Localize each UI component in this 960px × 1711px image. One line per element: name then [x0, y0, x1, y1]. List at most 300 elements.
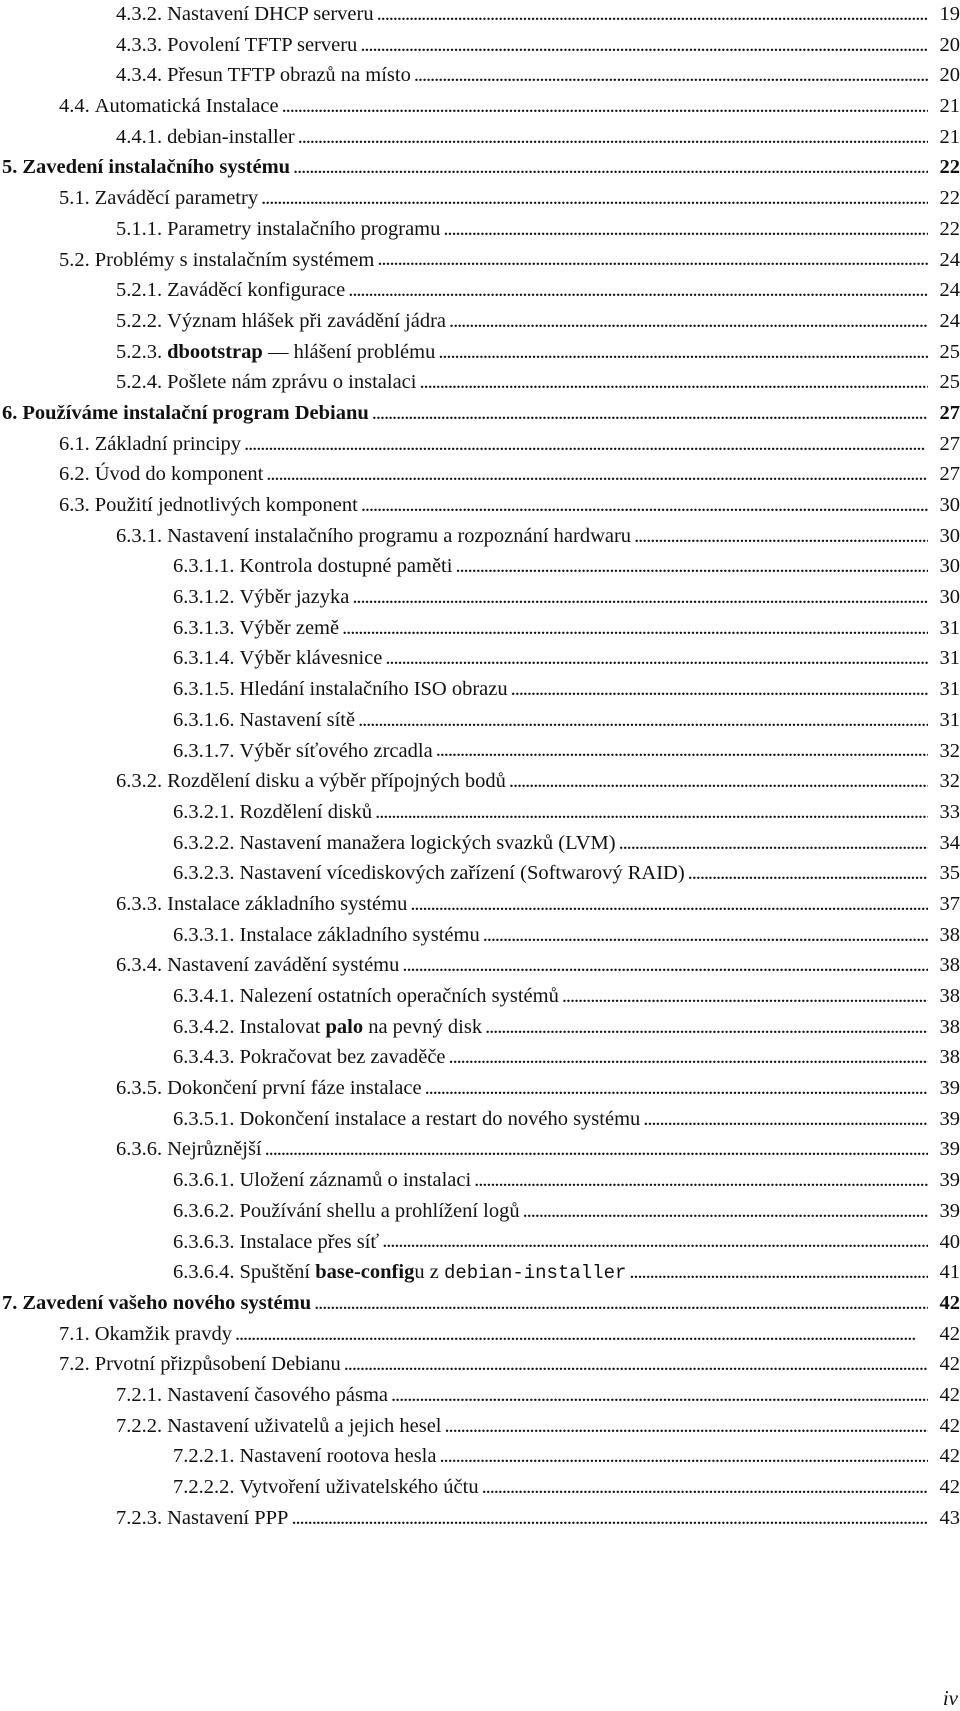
toc-entry-number: 5.2.2. — [116, 309, 163, 332]
toc-entry-page: 24 — [939, 248, 960, 271]
toc-entry-page: 30 — [939, 494, 960, 516]
toc-entry-number: 5.2.1. — [116, 279, 163, 302]
toc-entry-title-text: Instalace základního systému — [167, 892, 408, 915]
toc-entry-number: 5.1. — [59, 187, 90, 210]
toc-entry-title-prefix: Spuštění — [239, 1261, 316, 1284]
toc-entry-page: 33 — [939, 800, 960, 823]
dot-leader — [438, 337, 928, 368]
toc-entry-number: 6.3.2.3. — [173, 862, 235, 885]
toc-entry-title — [240, 1441, 437, 1472]
dot-leader — [523, 1196, 928, 1227]
toc-entry-title-text: Instalace přes síť — [239, 1230, 380, 1253]
toc-entry[interactable] — [0, 920, 960, 951]
toc-entry-title-text: Nejrůznější — [167, 1138, 262, 1161]
toc-entry[interactable] — [0, 1012, 960, 1043]
dot-leader — [444, 1411, 928, 1442]
dot-leader — [485, 1012, 928, 1043]
toc-entry[interactable] — [0, 1503, 960, 1534]
toc-entry-page: 27 — [939, 401, 960, 424]
toc-entry-number: 6.3.6.1. — [173, 1169, 235, 1192]
toc-entry-number: 6.3.1.2. — [173, 586, 235, 609]
toc-entry-title-text: Výběr klávesnice — [239, 647, 383, 670]
toc-entry-page: 38 — [939, 923, 960, 946]
toc-entry-title — [240, 981, 559, 1012]
toc-entry[interactable] — [0, 828, 960, 859]
dot-leader — [298, 122, 928, 153]
dot-leader — [562, 981, 928, 1012]
toc-entry[interactable] — [0, 245, 960, 276]
dot-leader — [449, 1042, 928, 1073]
toc-entry[interactable] — [0, 613, 960, 644]
toc-entry-number: 6.3.1.6. — [173, 708, 235, 731]
toc-entry[interactable] — [0, 459, 960, 490]
toc-entry-page: 39 — [939, 1138, 960, 1161]
toc-entry-title — [240, 1196, 520, 1227]
toc-entry-number: 5.2.4. — [116, 371, 163, 394]
toc-entry-title-text: — hlášení problému — [262, 340, 436, 363]
toc-entry-number: 6.3.1.5. — [173, 678, 235, 701]
toc-entry-title — [95, 183, 258, 214]
dot-leader — [244, 429, 928, 460]
toc-entry-title — [95, 429, 241, 460]
toc-entry-number: 6.3.1. — [116, 524, 163, 547]
toc-entry-number: 6.3.5.1. — [173, 1107, 235, 1130]
toc-entry-title-text: Parametry instalačního programu — [167, 217, 441, 240]
toc-entry-title-text: Rozdělení disků — [239, 800, 373, 823]
toc-entry-title-command: base-config — [315, 1261, 415, 1284]
dot-leader — [377, 245, 928, 276]
toc-entry-number: 6.3.3. — [116, 892, 163, 915]
toc-entry-title — [167, 367, 416, 398]
toc-entry-page: 19 — [939, 3, 960, 25]
toc-entry-title-text: Uložení záznamů o instalaci — [239, 1169, 472, 1192]
toc-entry[interactable] — [0, 306, 960, 337]
toc-entry-title — [240, 1012, 483, 1043]
toc-entry-title — [240, 705, 356, 736]
dot-leader — [377, 0, 928, 30]
toc-entry[interactable] — [0, 152, 960, 183]
toc-entry-title-text: Okamžik pravdy — [94, 1322, 232, 1345]
toc-entry-title-text: Hledání instalačního ISO obrazu — [239, 678, 508, 701]
toc-entry-title-text: Význam hlášek při zavádění jádra — [167, 309, 447, 332]
toc-entry-title-text: Výběr jazyka — [239, 586, 350, 609]
toc-entry-page: 40 — [939, 1230, 960, 1253]
toc-entry-title-code: debian-installer — [443, 1262, 627, 1285]
dot-leader — [266, 459, 928, 490]
dot-leader — [361, 490, 928, 521]
toc-entry-page: 31 — [939, 678, 960, 701]
toc-entry-title-text: Výběr země — [239, 616, 340, 639]
dot-leader — [425, 1073, 928, 1104]
dot-leader — [634, 521, 928, 552]
dot-leader — [352, 582, 928, 613]
dot-leader — [474, 1165, 928, 1196]
toc-entry-title-text: debian-installer — [167, 125, 295, 148]
toc-entry-title — [240, 828, 616, 859]
toc-entry-number: 6.1. — [59, 432, 90, 455]
toc-entry-page: 22 — [939, 217, 960, 240]
toc-entry[interactable] — [0, 1288, 960, 1319]
toc-entry-page: 38 — [939, 1015, 960, 1038]
toc-entry-title — [95, 490, 358, 521]
toc-entry-page: 35 — [939, 862, 960, 885]
toc-entry[interactable] — [0, 858, 960, 889]
toc-entry[interactable] — [0, 1196, 960, 1227]
toc-entry-page: 38 — [939, 954, 960, 977]
toc-entry-page: 38 — [939, 1046, 960, 1069]
toc-entry-page: 38 — [939, 985, 960, 1007]
toc-entry-number: 7.2.2.1. — [173, 1445, 235, 1468]
toc-entry[interactable] — [0, 183, 960, 214]
toc-entry[interactable] — [0, 337, 960, 368]
toc-entry-page: 27 — [939, 432, 960, 455]
toc-entry-title — [240, 613, 340, 644]
toc-entry-number: 7.2.3. — [116, 1506, 163, 1529]
toc-entry-page: 30 — [939, 524, 960, 547]
toc-entry-number: 6.2. — [59, 463, 90, 486]
toc-entry[interactable] — [0, 582, 960, 613]
toc-entry-title-text: Nastavení časového pásma — [167, 1383, 388, 1406]
toc-entry-page: 25 — [939, 371, 960, 394]
toc-entry[interactable] — [0, 981, 960, 1012]
toc-entry-number: 4.3.4. — [116, 64, 163, 87]
toc-entry-number: 6.3. — [59, 494, 90, 516]
toc-entry-title — [167, 1073, 421, 1104]
dot-leader — [482, 1472, 928, 1503]
toc-entry-title-text: Používání shellu a prohlížení logů — [239, 1199, 520, 1222]
toc-entry[interactable] — [0, 1073, 960, 1104]
toc-entry-page: 42 — [939, 1353, 960, 1376]
toc-entry-number: 7.1. — [59, 1322, 90, 1345]
toc-entry[interactable] — [0, 1472, 960, 1503]
dot-leader — [643, 1104, 928, 1135]
toc-entry-title-text: u z — [414, 1261, 444, 1284]
toc-entry-title-text: na pevný disk — [363, 1015, 483, 1038]
toc-entry[interactable] — [0, 1227, 960, 1258]
toc-entry-number: 6.3.4.3. — [173, 1046, 235, 1069]
toc-entry-title — [167, 950, 399, 981]
toc-entry-page: 31 — [939, 616, 960, 639]
toc-entry[interactable] — [0, 91, 960, 122]
toc-entry-title — [240, 1227, 380, 1258]
toc-entry-page: 42 — [939, 1476, 960, 1498]
toc-entry-title — [167, 1411, 441, 1442]
toc-entry[interactable] — [0, 367, 960, 398]
toc-entry-number: 4.3.3. — [116, 33, 163, 56]
dot-leader — [449, 306, 928, 337]
toc-entry[interactable] — [0, 1441, 960, 1472]
dot-leader — [372, 398, 928, 429]
toc-entry[interactable] — [0, 674, 960, 705]
toc-entry-title — [167, 122, 295, 153]
toc-entry[interactable] — [0, 490, 960, 521]
toc-entry-title-text: Nastavení vícediskových zařízení (Softwarový RAID) — [239, 862, 685, 885]
toc-entry-title — [240, 920, 480, 951]
toc-entry-title — [95, 459, 264, 490]
toc-entry[interactable] — [0, 736, 960, 767]
toc-entry-title — [95, 1319, 232, 1350]
toc-entry-title — [95, 91, 279, 122]
dot-leader — [342, 613, 928, 644]
dot-leader — [282, 91, 928, 122]
toc-entry-title-text: Přesun TFTP obrazů na místo — [167, 64, 411, 87]
toc-entry[interactable] — [0, 950, 960, 981]
toc-entry-title — [240, 1042, 446, 1073]
toc-entry-page: 22 — [939, 156, 960, 179]
toc-entry-page: 42 — [939, 1291, 960, 1314]
toc-entry-title-text: Používáme instalační program Debianu — [22, 401, 369, 424]
dot-leader — [375, 797, 928, 828]
toc-entry-title-text: Zaváděcí konfigurace — [167, 279, 346, 302]
toc-entry-page: 34 — [939, 831, 960, 854]
toc-entry-title-text: Dokončení instalace a restart do nového systému — [239, 1107, 641, 1130]
toc-entry-title — [167, 1503, 288, 1534]
toc-entry-page: 43 — [939, 1506, 960, 1529]
toc-entry-title — [167, 766, 506, 797]
toc-entry[interactable] — [0, 214, 960, 245]
toc-entry-number: 6.3.6.3. — [173, 1230, 235, 1253]
toc-entry-page: 21 — [939, 95, 960, 118]
toc-entry-title-text: Instalace základního systému — [239, 923, 480, 946]
toc-entry-title-text: Zavedení vašeho nového systému — [22, 1291, 312, 1314]
toc-entry-number: 6. — [2, 401, 18, 424]
toc-entry-page: 42 — [939, 1445, 960, 1468]
toc-entry-title — [167, 60, 411, 91]
toc-entry[interactable] — [0, 1257, 960, 1288]
toc-entry-title-text: Problémy s instalačním systémem — [94, 248, 375, 271]
toc-entry-title-text: Povolení TFTP serveru — [167, 33, 358, 56]
toc-entry[interactable] — [0, 1411, 960, 1442]
dot-leader — [382, 1227, 928, 1258]
toc-entry-title — [167, 0, 373, 30]
dot-leader — [344, 1349, 928, 1380]
toc-entry-title — [240, 858, 685, 889]
dot-leader — [436, 736, 928, 767]
toc-entry-title-text: Pošlete nám zprávu o instalaci — [167, 371, 417, 394]
toc-entry-number: 4.4. — [59, 95, 90, 118]
toc-entry-page: 30 — [939, 555, 960, 578]
toc-entry[interactable] — [0, 1042, 960, 1073]
toc-entry-number: 6.3.2.2. — [173, 831, 235, 854]
toc-entry-title-text: Úvod do komponent — [94, 463, 264, 486]
toc-entry-title-text: Nastavení uživatelů a jejich hesel — [167, 1414, 442, 1437]
toc-entry-page: 41 — [939, 1261, 960, 1284]
toc-entry[interactable] — [0, 398, 960, 429]
toc-entry-title — [22, 398, 368, 429]
toc-entry[interactable] — [0, 766, 960, 797]
toc-entry-title-text: Kontrola dostupné paměti — [239, 555, 453, 578]
toc-entry-title — [95, 1349, 341, 1380]
toc-entry-number: 6.3.5. — [116, 1077, 163, 1100]
dot-leader — [410, 889, 928, 920]
toc-entry-title — [167, 521, 631, 552]
dot-leader — [688, 858, 928, 889]
toc-entry-page: 42 — [939, 1414, 960, 1437]
toc-entry-page: 39 — [939, 1107, 960, 1130]
toc-entry-page: 32 — [939, 739, 960, 762]
toc-entry-page: 42 — [939, 1383, 960, 1406]
toc-entry[interactable] — [0, 0, 960, 30]
toc-entry-number: 4.4.1. — [116, 125, 163, 148]
toc-entry-title — [95, 245, 375, 276]
toc-entry-title — [240, 582, 350, 613]
toc-entry-number: 6.3.2.1. — [173, 800, 235, 823]
toc-entry-number: 5.2. — [59, 248, 90, 271]
toc-entry-number: 6.3.6.4. — [173, 1261, 235, 1284]
toc-entry[interactable] — [0, 60, 960, 91]
dot-leader — [261, 183, 928, 214]
toc-entry[interactable] — [0, 889, 960, 920]
toc-entry-title-text: Nastavení sítě — [239, 708, 356, 731]
toc-entry[interactable] — [0, 797, 960, 828]
toc-entry-title — [240, 674, 508, 705]
toc-entry-number: 6.3.6.2. — [173, 1199, 235, 1222]
toc-entry-title — [167, 30, 357, 61]
toc-entry[interactable] — [0, 643, 960, 674]
dot-leader — [414, 60, 928, 91]
dot-leader — [455, 551, 928, 582]
toc-entry[interactable] — [0, 30, 960, 61]
toc-entry-title-text: Prvotní přizpůsobení Debianu — [94, 1353, 341, 1376]
toc-entry-title — [240, 1104, 641, 1135]
toc-entry-number: 6.3.1.7. — [173, 739, 235, 762]
toc-entry-page: 24 — [939, 309, 960, 332]
dot-leader — [291, 1503, 928, 1534]
toc-entry-number: 6.3.4.1. — [173, 985, 235, 1007]
toc-entry-title — [240, 551, 453, 582]
toc-entry-title — [167, 306, 446, 337]
toc-entry[interactable] — [0, 275, 960, 306]
toc-entry-title-command: dbootstrap — [167, 340, 263, 363]
toc-entry[interactable] — [0, 429, 960, 460]
dot-leader — [385, 643, 928, 674]
toc-entry[interactable] — [0, 1134, 960, 1165]
toc-entry-title-text: Nastavení zavádění systému — [167, 954, 400, 977]
toc-entry-number: 5.2.3. — [116, 340, 163, 363]
toc-entry[interactable] — [0, 1380, 960, 1411]
dot-leader — [314, 1288, 928, 1319]
toc-entry-page: 39 — [939, 1199, 960, 1222]
toc-entry-page: 39 — [939, 1077, 960, 1100]
dot-leader — [419, 367, 928, 398]
toc-entry[interactable] — [0, 122, 960, 153]
dot-leader — [360, 30, 928, 61]
toc-entry-title — [240, 1257, 627, 1289]
toc-entry-number: 4.3.2. — [116, 3, 163, 25]
toc-entry-page: 30 — [939, 586, 960, 609]
toc-entry-page: 25 — [939, 340, 960, 363]
toc-entry-page: 20 — [939, 64, 960, 87]
toc-entry-number: 6.3.1.1. — [173, 555, 235, 578]
toc-entry-number: 6.3.1.3. — [173, 616, 235, 639]
toc-entry[interactable] — [0, 1165, 960, 1196]
toc-entry-page: 27 — [939, 463, 960, 486]
toc-entry-title-text: Automatická Instalace — [94, 95, 279, 118]
toc-entry-number: 7.2.2. — [116, 1414, 163, 1437]
toc-entry-title-text: Nastavení instalačního programu a rozpoznání hardwaru — [167, 524, 632, 547]
toc-entry-page: 37 — [939, 892, 960, 915]
toc-entry-number: 6.3.4. — [116, 954, 163, 977]
toc-entry-title — [167, 214, 440, 245]
dot-leader — [619, 828, 928, 859]
toc-entry-title — [167, 337, 435, 368]
toc-entry-page: 32 — [939, 770, 960, 793]
toc-entry-title — [240, 797, 373, 828]
toc-entry-title-text: Pokračovat bez zavaděče — [239, 1046, 446, 1069]
toc-entry-title-text: Vytvoření uživatelského účtu — [239, 1476, 479, 1498]
toc-entry-title-text: Výběr síťového zrcadla — [239, 739, 433, 762]
toc-entry-title-text: Nastavení PPP — [167, 1506, 289, 1529]
toc-entry-title — [240, 643, 383, 674]
toc-entry-title-text: Zaváděcí parametry — [94, 187, 259, 210]
toc-entry-number: 6.3.6. — [116, 1138, 163, 1161]
toc-entry-number: 6.3.1.4. — [173, 647, 235, 670]
toc-entry-title-text: Nastavení manažera logických svazků (LVM) — [239, 831, 616, 854]
dot-leader — [509, 766, 928, 797]
toc-entry-title-text: Nastavení DHCP serveru — [167, 3, 374, 25]
dot-leader — [265, 1134, 928, 1165]
page-number-footer: iv — [942, 1686, 958, 1710]
dot-leader — [629, 1257, 928, 1288]
toc-entry-page: 39 — [939, 1169, 960, 1192]
toc-entry-page: 24 — [939, 279, 960, 302]
toc-entry[interactable] — [0, 551, 960, 582]
toc-entry-title — [167, 1134, 262, 1165]
toc-entry-number: 7. — [2, 1291, 18, 1314]
toc-entry-title — [240, 1472, 479, 1503]
toc-entry[interactable] — [0, 1349, 960, 1380]
toc-entry-title-text: Zavedení instalačního systému — [22, 156, 291, 179]
toc-entry-title-text: Nalezení ostatních operačních systémů — [239, 985, 559, 1007]
toc-entry-title-text: Použití jednotlivých komponent — [94, 494, 358, 516]
toc-entry-title — [22, 152, 290, 183]
toc-entry[interactable] — [0, 1319, 960, 1350]
dot-leader — [293, 152, 928, 183]
dot-leader — [439, 1441, 928, 1472]
toc-entry-title — [240, 1165, 472, 1196]
toc-entry[interactable] — [0, 705, 960, 736]
toc-entry-title-text: Základní principy — [94, 432, 242, 455]
toc-entry-page: 31 — [939, 647, 960, 670]
toc-entry-title — [240, 736, 433, 767]
toc-entry-page: 21 — [939, 125, 960, 148]
toc-entry-title-text: Rozdělení disku a výběr přípojných bodů — [167, 770, 506, 793]
toc-entry-number: 6.3.2. — [116, 770, 163, 793]
toc-entry-number: 7.2.2.2. — [173, 1476, 235, 1498]
toc-entry-title-command: palo — [325, 1015, 364, 1038]
dot-leader — [402, 950, 928, 981]
toc-entry-page: 31 — [939, 708, 960, 731]
toc-entry[interactable] — [0, 521, 960, 552]
dot-leader — [391, 1380, 928, 1411]
toc-entry-title-text: Dokončení první fáze instalace — [167, 1077, 422, 1100]
toc-entry-title — [167, 889, 407, 920]
toc-entry-page: 42 — [939, 1322, 960, 1345]
toc-entry-number: 7.2. — [59, 1353, 90, 1376]
toc-entry[interactable] — [0, 1104, 960, 1135]
toc-entry-title — [167, 1380, 388, 1411]
toc-entry-title — [22, 1288, 311, 1319]
toc-entry-title-text: Nastavení rootova hesla — [239, 1445, 437, 1468]
toc-entry-title — [167, 275, 345, 306]
dot-leader — [348, 275, 928, 306]
toc-entry-number: 6.3.4.2. — [173, 1015, 235, 1038]
toc-entry-page: 20 — [939, 33, 960, 56]
toc-entry-title-prefix: Instalovat — [239, 1015, 326, 1038]
toc-entry-number: 5.1.1. — [116, 217, 163, 240]
dot-leader — [511, 674, 928, 705]
dot-leader — [235, 1319, 928, 1350]
